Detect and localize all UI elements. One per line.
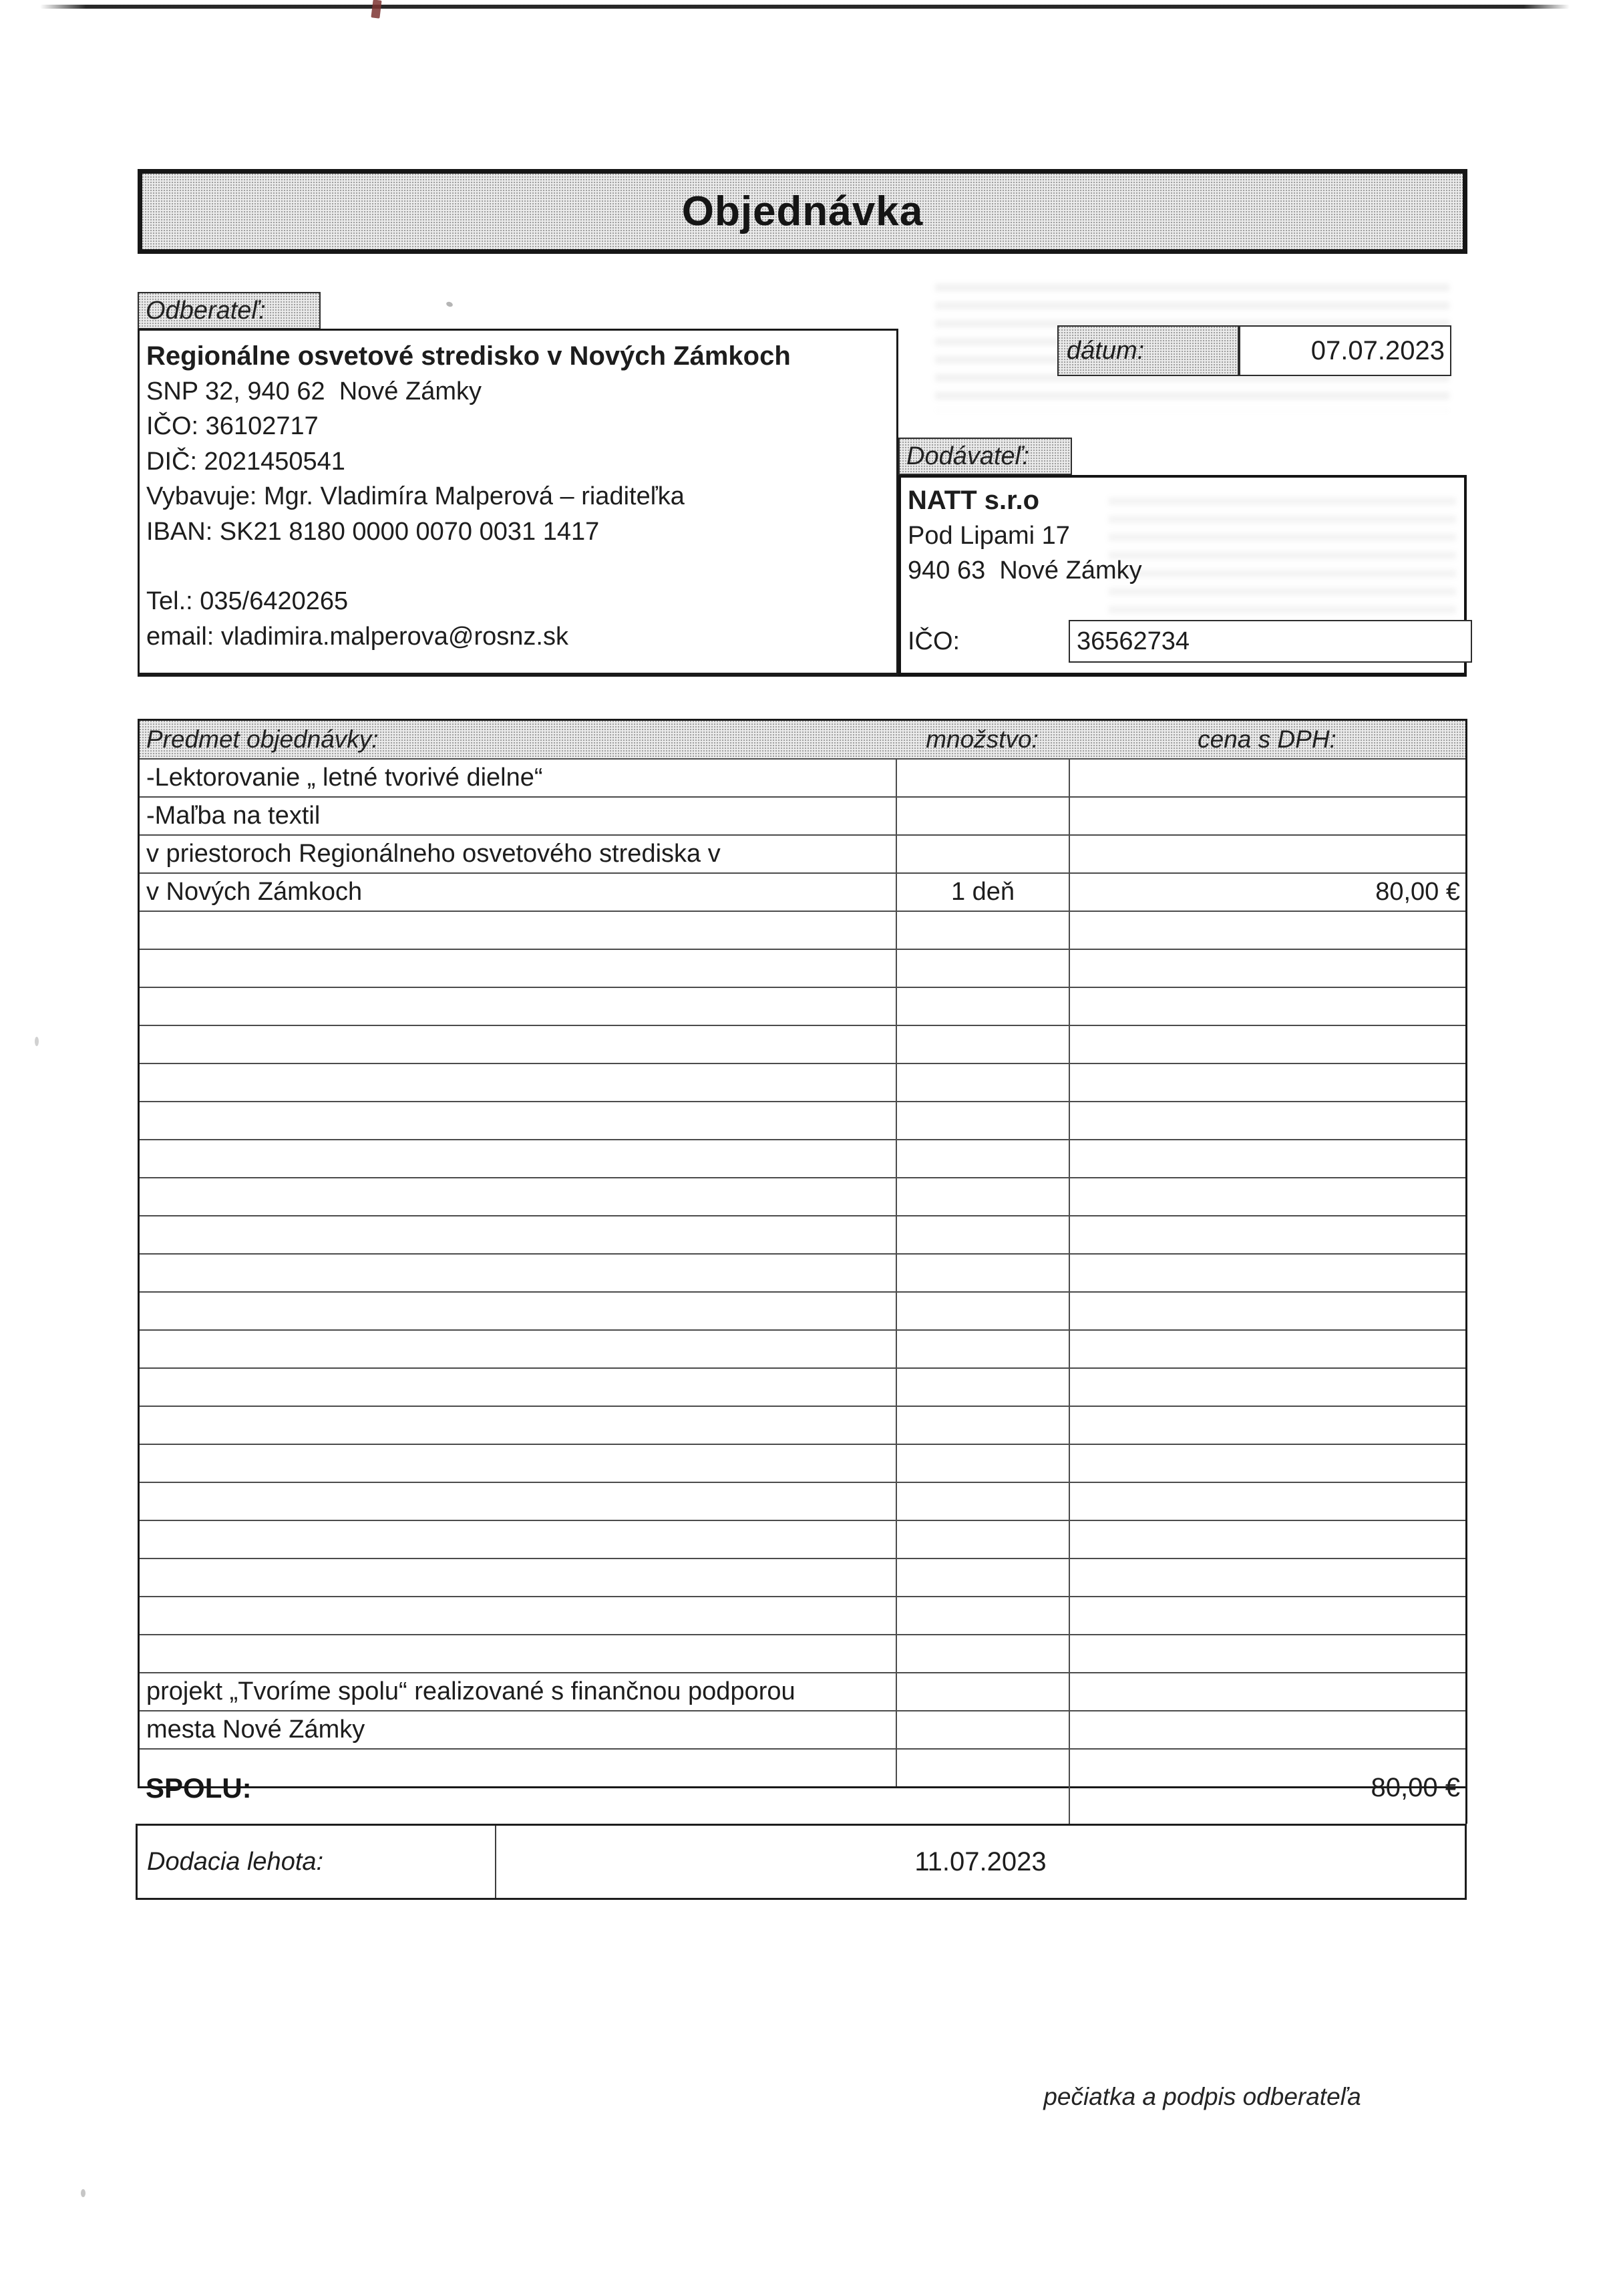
table-row	[140, 1634, 1465, 1672]
table-row	[140, 1329, 1465, 1367]
supplier-ico-value: 36562734	[1069, 620, 1472, 663]
signature-note: pečiatka a podpis odberateľa	[1043, 2083, 1361, 2110]
table-row	[140, 1177, 1465, 1215]
table-row	[140, 1253, 1465, 1291]
table-cell-price	[1069, 1711, 1465, 1748]
table-cell-subject	[140, 1140, 896, 1177]
date-label: dátum:	[1057, 325, 1239, 376]
table-cell-price	[1069, 1140, 1465, 1177]
table-cell-price	[1069, 760, 1465, 796]
table-cell-subject	[140, 1635, 896, 1672]
customer-section-label: Odberateľ:	[138, 292, 321, 329]
table-cell-price	[1069, 1331, 1465, 1367]
table-cell-quantity: 1 deň	[896, 874, 1069, 911]
table-cell-price	[1069, 950, 1465, 987]
supplier-street: Pod Lipami 17	[908, 521, 1070, 550]
table-cell-price: 80,00 €	[1069, 874, 1465, 911]
table-cell-subject	[140, 1483, 896, 1520]
table-cell-quantity	[896, 1064, 1069, 1101]
table-cell-subject	[140, 1331, 896, 1367]
table-cell-price	[1069, 1369, 1465, 1406]
document-title-box	[138, 169, 1467, 254]
table-row	[140, 1025, 1465, 1063]
table-row	[140, 872, 1465, 911]
table-cell-subject: projekt „Tvoríme spolu“ realizované s finančnou podporou	[146, 1677, 795, 1705]
table-cell-quantity	[896, 1178, 1069, 1215]
table-row	[140, 1520, 1465, 1558]
table-cell-subject	[140, 1369, 896, 1406]
header-subject: Predmet objednávky:	[146, 725, 379, 753]
customer-address: SNP 32, 940 62 Nové Zámky	[146, 377, 482, 405]
table-cell-subject: v Nových Zámkoch	[146, 878, 363, 906]
order-table-body	[140, 758, 1465, 1786]
supplier-name: NATT s.r.o	[908, 486, 1040, 515]
customer-dic: DIČ: 2021450541	[146, 447, 345, 476]
table-cell-price	[1069, 1673, 1465, 1710]
table-cell-quantity	[896, 1483, 1069, 1520]
table-cell-subject: v priestoroch Regionálneho osvetového strediska v	[146, 840, 721, 868]
table-cell-subject	[140, 912, 896, 949]
table-cell-quantity	[896, 1026, 1069, 1063]
table-cell-quantity	[896, 1369, 1069, 1406]
table-cell-quantity	[896, 1635, 1069, 1672]
table-cell-quantity	[896, 1559, 1069, 1596]
table-cell-price	[1069, 912, 1465, 949]
table-cell-subject	[140, 988, 896, 1025]
table-cell-quantity	[896, 1445, 1069, 1482]
table-cell-quantity	[896, 950, 1069, 987]
table-row	[140, 1596, 1465, 1634]
header-quantity: množstvo:	[926, 725, 1039, 753]
table-row	[140, 1291, 1465, 1329]
table-cell-subject	[140, 1255, 896, 1291]
table-cell-price	[1069, 988, 1465, 1025]
delivery-value: 11.07.2023	[914, 1846, 1047, 1876]
customer-contact: Vybavuje: Mgr. Vladimíra Malperová – riaditeľka	[146, 482, 685, 510]
table-cell-subject: mesta Nové Zámky	[146, 1715, 365, 1744]
order-table-header	[140, 721, 1465, 758]
table-cell-quantity	[896, 1331, 1069, 1367]
table-row	[140, 1139, 1465, 1177]
total-value: 80,00 €	[1069, 1752, 1467, 1824]
table-cell-price	[1069, 1026, 1465, 1063]
table-cell-quantity	[896, 1407, 1069, 1444]
table-cell-price	[1069, 1559, 1465, 1596]
table-cell-quantity	[896, 1521, 1069, 1558]
table-cell-subject	[140, 1407, 896, 1444]
total-row	[138, 1752, 1467, 1824]
customer-email: email: vladimira.malperova@rosnz.sk	[146, 622, 568, 651]
table-row	[140, 1406, 1465, 1444]
table-row	[140, 1672, 1465, 1710]
scan-speck	[35, 1037, 39, 1046]
table-cell-quantity	[896, 1216, 1069, 1253]
table-row	[140, 758, 1465, 796]
table-cell-price	[1069, 1597, 1465, 1634]
table-cell-price	[1069, 1635, 1465, 1672]
total-label: SPOLU:	[146, 1772, 252, 1804]
table-cell-subject	[140, 1521, 896, 1558]
supplier-city: 940 63 Nové Zámky	[908, 556, 1142, 585]
customer-ico: IČO: 36102717	[146, 412, 319, 440]
order-table	[138, 719, 1467, 1788]
date-value: 07.07.2023	[1239, 325, 1451, 376]
delivery-label: Dodacia lehota:	[138, 1826, 496, 1898]
header-price: cena s DPH:	[1198, 725, 1336, 753]
table-row	[140, 796, 1465, 834]
table-row	[140, 1558, 1465, 1596]
table-cell-subject	[140, 1445, 896, 1482]
table-cell-quantity	[896, 1140, 1069, 1177]
table-cell-subject	[140, 1102, 896, 1139]
customer-tel: Tel.: 035/6420265	[146, 587, 349, 615]
table-cell-subject	[140, 1064, 896, 1101]
table-cell-price	[1069, 1407, 1465, 1444]
table-row	[140, 1215, 1465, 1253]
document-title: Objednávka	[681, 188, 924, 234]
scan-speck	[445, 301, 454, 308]
table-row	[140, 1101, 1465, 1139]
table-cell-quantity	[896, 988, 1069, 1025]
table-cell-price	[1069, 1293, 1465, 1329]
table-cell-price	[1069, 1064, 1465, 1101]
table-cell-price	[1069, 1216, 1465, 1253]
table-cell-quantity	[896, 798, 1069, 834]
table-cell-subject	[140, 1026, 896, 1063]
customer-info-box	[138, 329, 898, 677]
scan-artifact-top-line	[40, 5, 1570, 9]
table-cell-quantity	[896, 1102, 1069, 1139]
table-cell-subject	[140, 1178, 896, 1215]
supplier-info-box	[898, 475, 1467, 677]
table-row	[140, 987, 1465, 1025]
table-cell-quantity	[896, 760, 1069, 796]
table-cell-subject	[140, 1559, 896, 1596]
table-cell-subject	[140, 1216, 896, 1253]
table-cell-price	[1069, 798, 1465, 834]
table-cell-price	[1069, 1178, 1465, 1215]
customer-name: Regionálne osvetové stredisko v Nových Zámkoch	[146, 341, 791, 371]
table-row	[140, 949, 1465, 987]
blank-line	[146, 549, 896, 584]
table-row	[140, 1063, 1465, 1101]
table-row	[140, 1444, 1465, 1482]
scan-speck	[81, 2189, 85, 2197]
table-cell-subject: -Maľba na textil	[146, 802, 321, 830]
table-cell-quantity	[896, 1673, 1069, 1710]
table-cell-subject	[140, 1597, 896, 1634]
table-cell-subject: -Lektorovanie „ letné tvorivé dielne“	[146, 764, 543, 792]
table-cell-price	[1069, 1102, 1465, 1139]
customer-iban: IBAN: SK21 8180 0000 0070 0031 1417	[146, 517, 600, 546]
table-cell-quantity	[896, 836, 1069, 872]
table-cell-price	[1069, 1521, 1465, 1558]
table-cell-subject	[140, 1293, 896, 1329]
supplier-section-label: Dodávateľ:	[898, 438, 1072, 475]
table-cell-quantity	[896, 1293, 1069, 1329]
delivery-box	[136, 1824, 1467, 1900]
table-cell-quantity	[896, 1255, 1069, 1291]
table-cell-quantity	[896, 1711, 1069, 1748]
table-cell-price	[1069, 836, 1465, 872]
table-cell-price	[1069, 1483, 1465, 1520]
table-row	[140, 1367, 1465, 1406]
supplier-ico-label: IČO:	[908, 627, 960, 655]
table-cell-quantity	[896, 912, 1069, 949]
scan-artifact-red-mark	[371, 0, 381, 19]
table-row	[140, 1710, 1465, 1748]
table-cell-price	[1069, 1445, 1465, 1482]
table-cell-subject	[140, 950, 896, 987]
table-cell-quantity	[896, 1597, 1069, 1634]
table-row	[140, 1482, 1465, 1520]
table-cell-price	[1069, 1255, 1465, 1291]
table-row	[140, 834, 1465, 872]
table-row	[140, 911, 1465, 949]
